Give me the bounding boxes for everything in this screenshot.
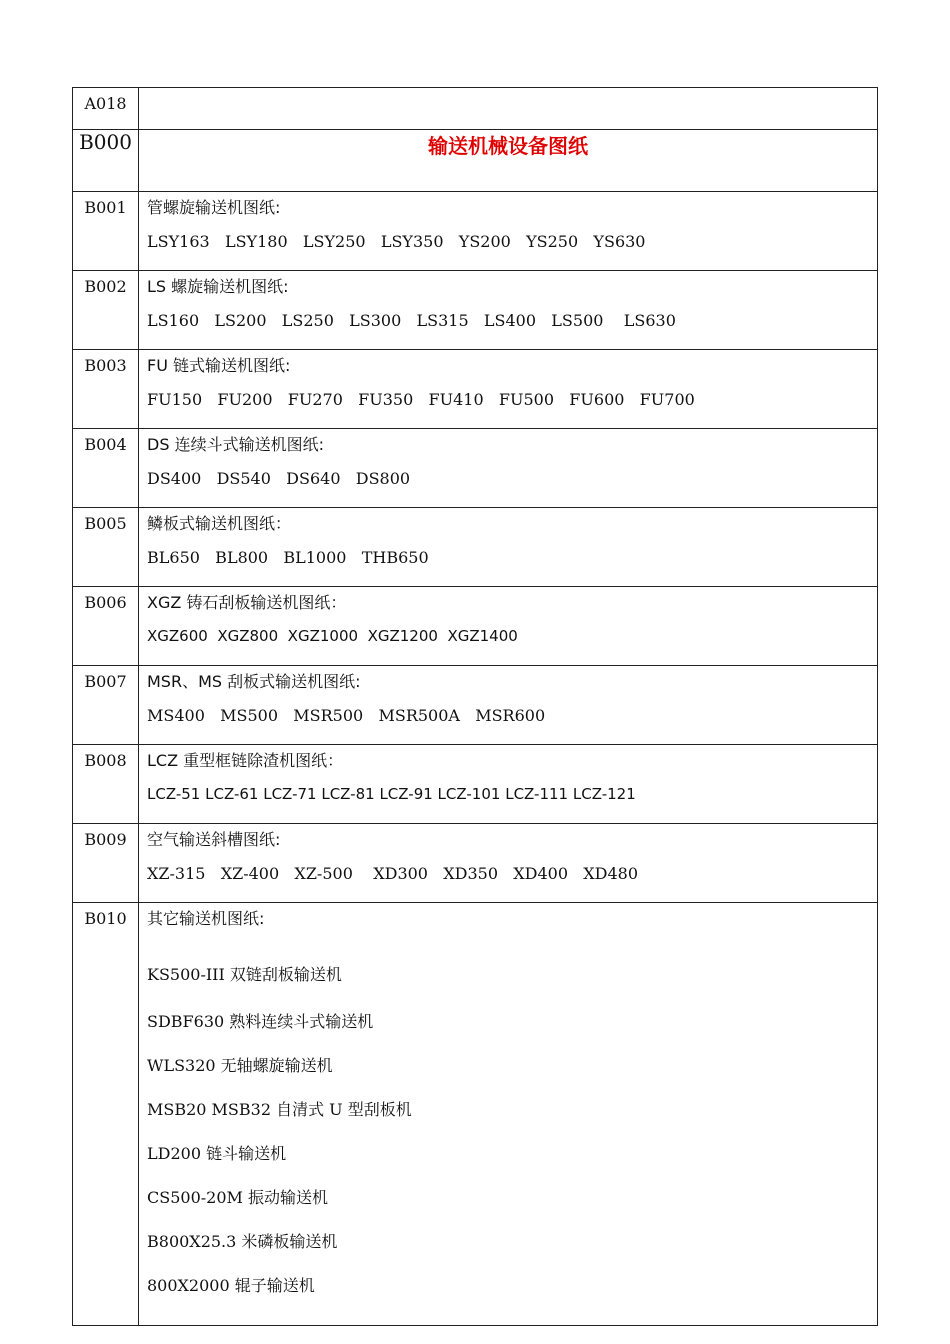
row-code: B003: [73, 350, 139, 429]
row-code: B005: [73, 508, 139, 587]
table-row: [73, 666, 878, 745]
row-heading: XGZ 铸石刮板输送机图纸：: [147, 593, 347, 612]
model-list: LS160 LS200 LS250 LS300 LS315 LS400 LS500 LS630: [147, 311, 676, 330]
model-list: XGZ600 XGZ800 XGZ1000 XGZ1200 XGZ1400: [147, 627, 518, 645]
section-title-cell: [139, 130, 878, 192]
model-list: DS400 DS540 DS640 DS800: [147, 469, 411, 488]
row-heading: DS 连续斗式输送机图纸:: [147, 435, 324, 454]
row-content: [139, 745, 878, 824]
row-heading: FU 链式输送机图纸:: [147, 356, 291, 375]
list-item: CS500-20M 振动输送机: [147, 1188, 328, 1207]
list-item: MSB20 MSB32 自清式 U 型刮板机: [147, 1100, 412, 1119]
row-code: B008: [73, 745, 139, 824]
row-content: [139, 350, 878, 429]
table-row: [73, 88, 878, 130]
row-code: B006: [73, 587, 139, 666]
row-content: [139, 903, 878, 1326]
row-code: B000: [73, 130, 139, 192]
row-code: B007: [73, 666, 139, 745]
row-code: B010: [73, 903, 139, 1326]
table-row: [73, 587, 878, 666]
row-heading: 管螺旋输送机图纸:: [147, 198, 281, 217]
table-row: [73, 508, 878, 587]
model-list: FU150 FU200 FU270 FU350 FU410 FU500 FU600 FU700: [147, 390, 695, 409]
row-code: B002: [73, 271, 139, 350]
table-row: [73, 429, 878, 508]
row-heading: MSR、MS 刮板式输送机图纸:: [147, 672, 361, 691]
row-heading: 其它输送机图纸:: [147, 909, 265, 928]
table-row: [73, 271, 878, 350]
list-item: B800X25.3 米磷板输送机: [147, 1232, 338, 1251]
row-content: [139, 587, 878, 666]
model-list: BL650 BL800 BL1000 THB650: [147, 548, 429, 567]
row-heading: LCZ 重型框链除渣机图纸：: [147, 751, 344, 770]
table-row: [73, 903, 878, 1326]
list-item: 800X2000 辊子输送机: [147, 1276, 315, 1295]
row-heading: 空气输送斜槽图纸:: [147, 830, 281, 849]
table-row: [73, 745, 878, 824]
row-code: A018: [73, 88, 139, 130]
row-content: [139, 88, 878, 130]
row-content: [139, 666, 878, 745]
section-title: 输送机械设备图纸: [428, 134, 588, 158]
list-item: WLS320 无轴螺旋输送机: [147, 1056, 333, 1075]
row-content: [139, 192, 878, 271]
row-heading: 鳞板式输送机图纸：: [147, 514, 292, 533]
row-code: B001: [73, 192, 139, 271]
model-list: MS400 MS500 MSR500 MSR500A MSR600: [147, 706, 546, 725]
model-list: XZ-315 XZ-400 XZ-500 XD300 XD350 XD400 XD480: [147, 864, 639, 883]
table-row: [73, 350, 878, 429]
model-list: LCZ-51 LCZ-61 LCZ-71 LCZ-81 LCZ-91 LCZ-101 LCZ-111 LCZ-121: [147, 785, 636, 803]
row-content: [139, 508, 878, 587]
row-code: B009: [73, 824, 139, 903]
table-row: [73, 824, 878, 903]
table-row: [73, 192, 878, 271]
list-item: SDBF630 熟料连续斗式输送机: [147, 1012, 374, 1031]
row-content: [139, 271, 878, 350]
row-heading: LS 螺旋输送机图纸:: [147, 277, 289, 296]
row-content: [139, 429, 878, 508]
model-list: LSY163 LSY180 LSY250 LSY350 YS200 YS250 YS630: [147, 232, 646, 251]
list-item: KS500-III 双链刮板输送机: [147, 965, 342, 984]
list-item: LD200 链斗输送机: [147, 1144, 287, 1163]
other-conveyor-list: [147, 964, 877, 1319]
row-code: B004: [73, 429, 139, 508]
table-row: [73, 130, 878, 192]
drawing-index-table: [72, 87, 878, 1326]
row-content: [139, 824, 878, 903]
